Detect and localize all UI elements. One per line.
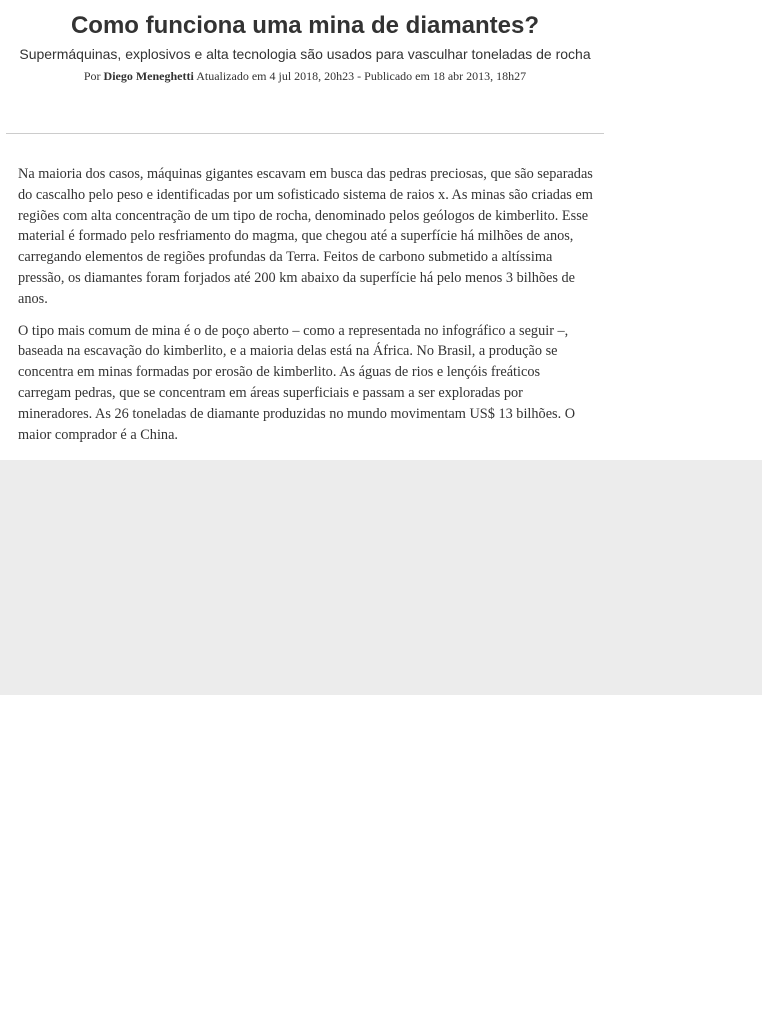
article-header: [6, 0, 604, 84]
article-subtitle: Supermáquinas, explosivos e alta tecnologia são usados para vasculhar toneladas de rocha: [19, 46, 591, 62]
article-title: Como funciona uma mina de diamantes?: [70, 12, 540, 39]
article-body: [18, 164, 594, 456]
body-paragraph: O tipo mais comum de mina é o de poço aberto – como a representada no infográfico a seguir –, baseada na escavação do kimberlito, e a maioria delas está na África. No Brasil, a produção se concentra em minas formadas por erosão de kimberlito. As águas de rios e lençóis freáticos carregam pedras, que se concentram em áreas superficiais e passam a ser exploradas por mineradores. As 26 toneladas de diamante produzidas no mundo movimentam US$ 13 bilhões. O maior comprador é a China.: [18, 322, 576, 443]
byline-prefix: Por: [83, 69, 101, 83]
byline: [6, 68, 604, 84]
infographic-placeholder: [0, 460, 762, 695]
header-divider: [6, 133, 604, 134]
publication-dates: Atualizado em 4 jul 2018, 20h23 - Publicado em 18 abr 2013, 18h27: [196, 69, 527, 83]
body-paragraph: Na maioria dos casos, máquinas gigantes escavam em busca das pedras preciosas, que são separadas do cascalho pelo peso e identificadas por um sofisticado sistema de raios x. As minas são criadas em regiões com alta concentração de um tipo de rocha, denominado pelos geólogos de kimberlito. Esse material é formado pelo resfriamento do magma, que chegou até a superfície há milhões de anos, carregando elementos de regiões profundas da Terra. Feitos de carbono submetido a altíssima pressão, os diamantes foram forjados até 200 km abaixo da superfície há pelo menos 3 bilhões de anos.: [18, 166, 593, 307]
author-link[interactable]: Diego Meneghetti: [103, 69, 194, 83]
